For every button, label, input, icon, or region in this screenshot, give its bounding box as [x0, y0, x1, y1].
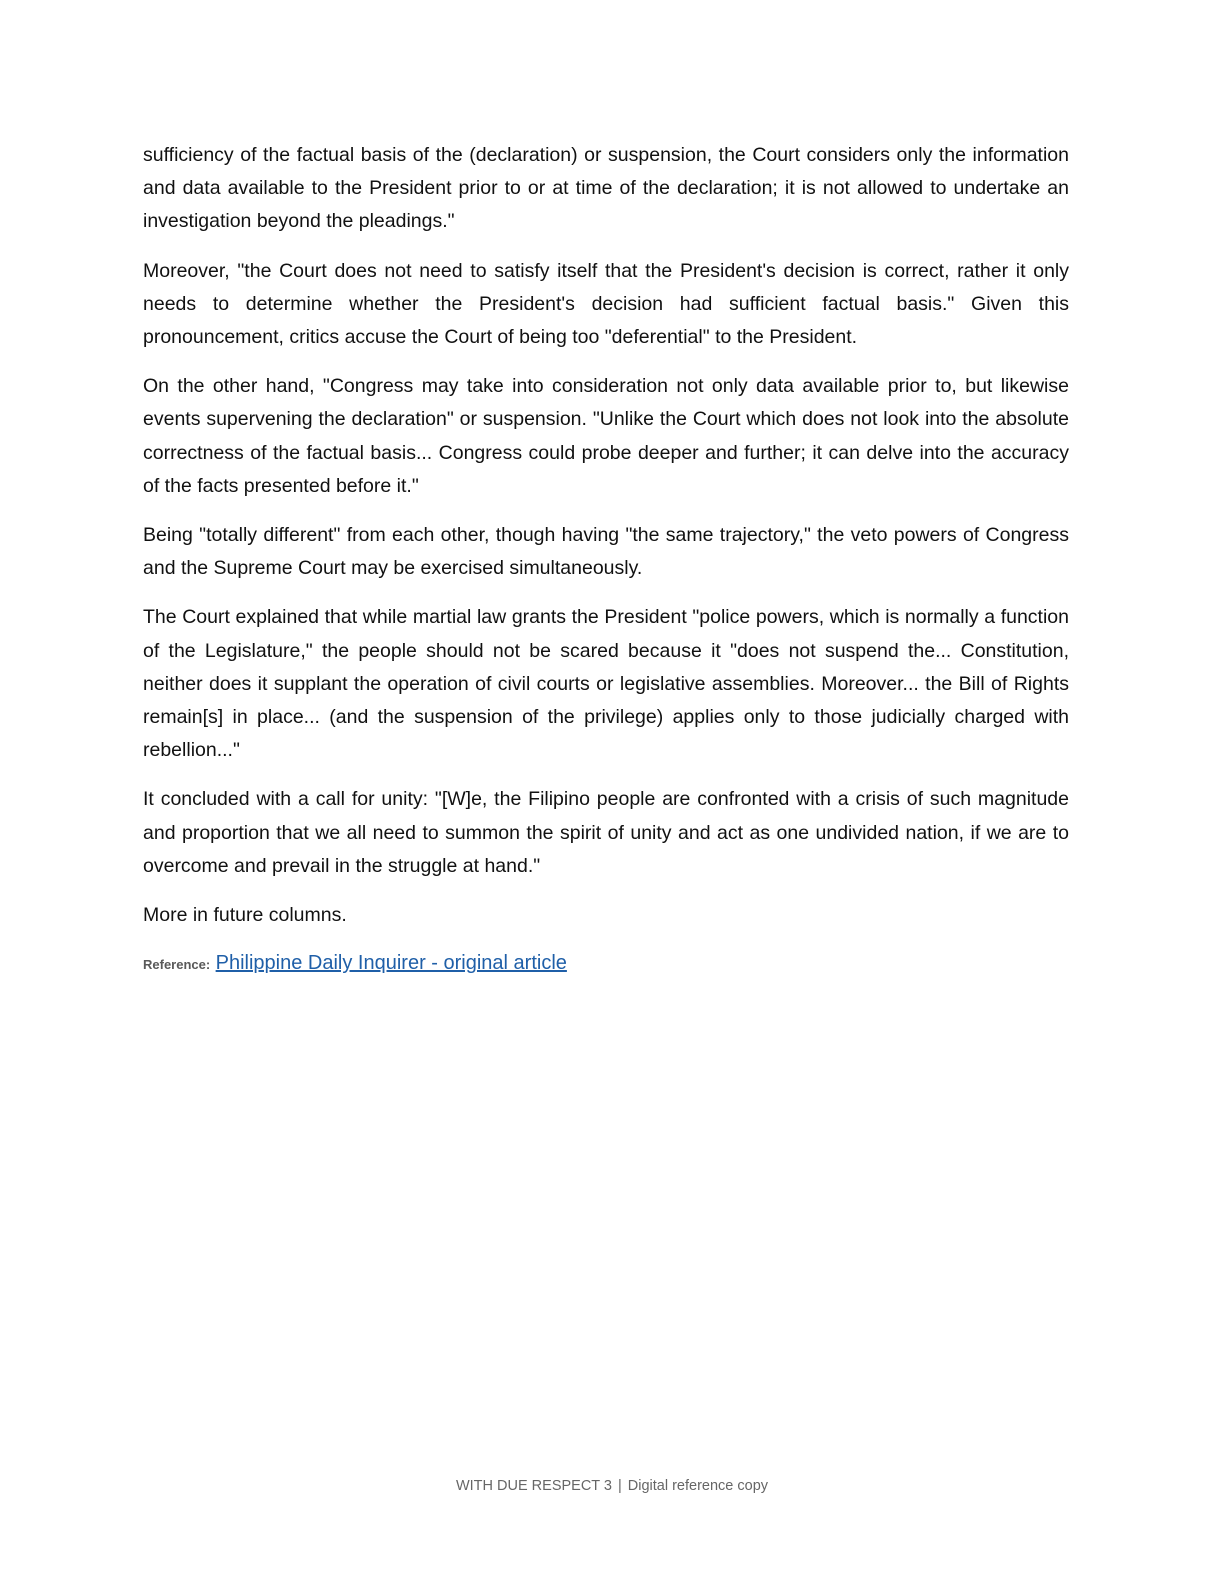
paragraph: The Court explained that while martial law grants the President "police powers, which is normally a function of the Legislature," the people should not be scared because it "does not suspend the... Constitution, neither does it supplant the operation of civil courts or legislative assemblies. Moreover... the Bill of Rights remain[s] in place... (and the suspension of the privilege) applies only to those judicially charged with rebellion...": [143, 606, 1069, 762]
document-body: [143, 139, 1069, 980]
paragraph: Being "totally different" from each other, though having "the same trajectory," the veto powers of Congress and the Supreme Court may be exercised simultaneously.: [143, 524, 1069, 580]
page-footer: [0, 1478, 1224, 1494]
paragraph: Moreover, "the Court does not need to satisfy itself that the President's decision is correct, rather it only needs to determine whether the President's decision had sufficient factual basis." Given this pronouncement, critics accuse the Court of being too "deferential" to the President.: [143, 259, 1069, 349]
footer-separator: |: [618, 1478, 622, 1494]
paragraph: On the other hand, "Congress may take into consideration not only data available prior to, but likewise events supervening the declaration" or suspension. "Unlike the Court which does not look into the absolute correctness of the factual basis... Congress could probe deeper and further; it can delve into the accuracy of the facts presented before it.": [143, 375, 1069, 497]
reference-link[interactable]: Philippine Daily Inquirer - original article: [215, 952, 567, 975]
paragraph: sufficiency of the factual basis of the (declaration) or suspension, the Court considers only the information and data available to the President prior to or at time of the declaration; it is not allowed to undertake an investigation beyond the pleadings.": [143, 144, 1069, 233]
reference-label: Reference:: [143, 957, 211, 973]
paragraph: More in future columns.: [143, 904, 347, 927]
reference-line: [143, 948, 1069, 980]
footer-note: Digital reference copy: [627, 1478, 769, 1494]
footer-title: WITH DUE RESPECT 3: [455, 1478, 612, 1494]
paragraph: It concluded with a call for unity: "[W]e, the Filipino people are confronted with a crisis of such magnitude and proportion that we all need to summon the spirit of unity and act as one undivided nation, if we are to overcome and prevail in the struggle at hand.": [143, 788, 1069, 877]
